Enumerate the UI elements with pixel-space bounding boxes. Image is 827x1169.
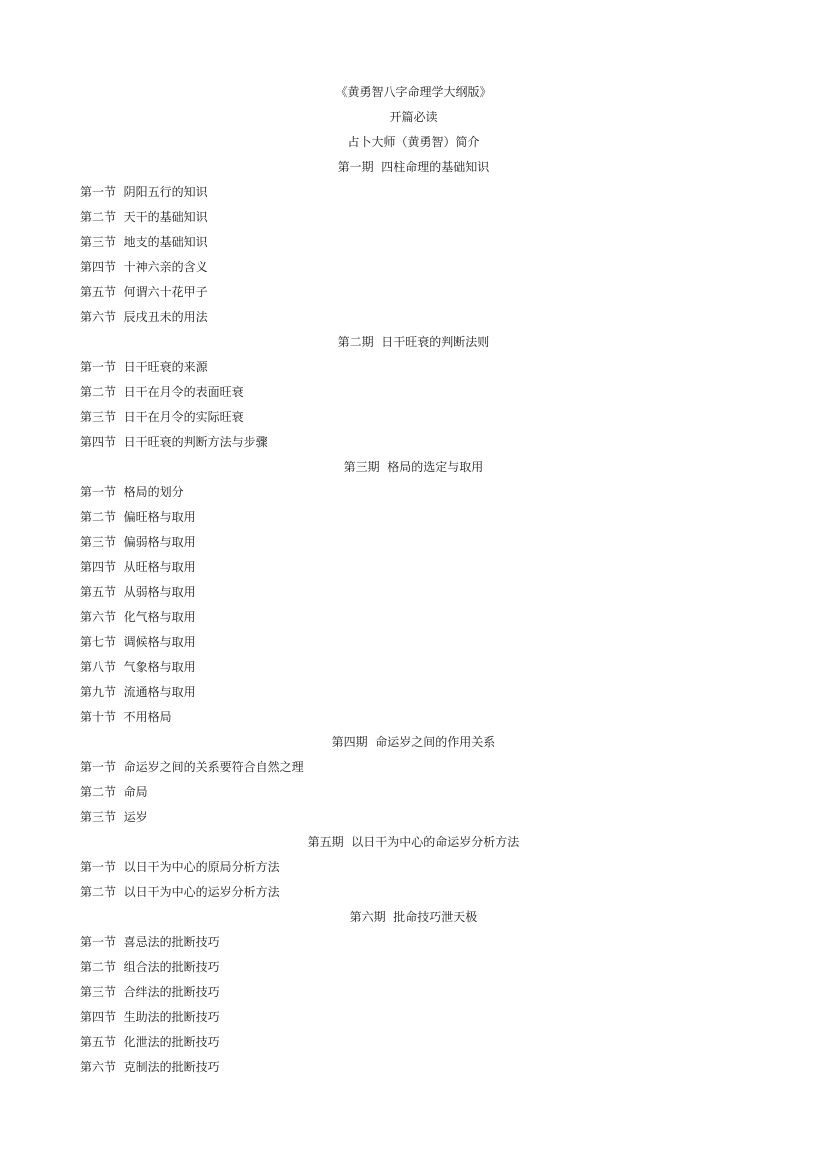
- toc-entry: 第一节 喜忌法的批断技巧: [80, 935, 220, 949]
- toc-entry: 第八节 气象格与取用: [80, 660, 196, 674]
- toc-entry: 第二节 偏旺格与取用: [80, 510, 196, 524]
- toc-entry: 第一节 以日干为中心的原局分析方法: [80, 860, 280, 874]
- section-heading: 开篇必读: [389, 110, 438, 124]
- toc-entry: 第三节 合绊法的批断技巧: [80, 985, 220, 999]
- section-heading: 第三期 格局的选定与取用: [343, 460, 484, 474]
- toc-entry: 第一节 命运岁之间的关系要符合自然之理: [80, 760, 304, 774]
- toc-entry: 第三节 日干在月令的实际旺衰: [80, 410, 244, 424]
- toc-entry: 第三节 运岁: [80, 810, 148, 824]
- document-body: [0, 80, 827, 1080]
- toc-entry: 第六节 化气格与取用: [80, 610, 196, 624]
- toc-entry: 第一节 日干旺衰的来源: [80, 360, 208, 374]
- toc-entry: 第七节 调候格与取用: [80, 635, 196, 649]
- section-heading: 第二期 日干旺衰的判断法则: [337, 335, 490, 349]
- toc-entry: 第六节 辰戌丑未的用法: [80, 310, 208, 324]
- toc-entry: 第三节 偏弱格与取用: [80, 535, 196, 549]
- toc-entry: 第九节 流通格与取用: [80, 685, 196, 699]
- toc-entry: 第五节 化泄法的批断技巧: [80, 1035, 220, 1049]
- section-heading: 第五期 以日干为中心的命运岁分析方法: [307, 835, 520, 849]
- toc-entry: 第二节 命局: [80, 785, 148, 799]
- toc-entry: 第四节 从旺格与取用: [80, 560, 196, 574]
- toc-entry: 第一节 格局的划分: [80, 485, 184, 499]
- toc-entry: 第三节 地支的基础知识: [80, 235, 208, 249]
- toc-entry: 第一节 阴阳五行的知识: [80, 185, 208, 199]
- toc-entry: 第四节 生助法的批断技巧: [80, 1010, 220, 1024]
- toc-entry: 第二节 以日干为中心的运岁分析方法: [80, 885, 280, 899]
- toc-entry: 第六节 克制法的批断技巧: [80, 1060, 220, 1074]
- toc-entry: 第四节 日干旺衰的判断方法与步骤: [80, 435, 268, 449]
- toc-entry: 第二节 组合法的批断技巧: [80, 960, 220, 974]
- section-heading: 第一期 四柱命理的基础知识: [337, 160, 490, 174]
- section-heading: 第四期 命运岁之间的作用关系: [331, 735, 496, 749]
- toc-entry: 第五节 从弱格与取用: [80, 585, 196, 599]
- toc-entry: 第二节 日干在月令的表面旺衰: [80, 385, 244, 399]
- toc-entry: 第十节 不用格局: [80, 710, 172, 724]
- toc-entry: 第四节 十神六亲的含义: [80, 260, 208, 274]
- toc-entry: 第二节 天干的基础知识: [80, 210, 208, 224]
- section-heading: 第六期 批命技巧泄天极: [349, 910, 478, 924]
- toc-entry: 第五节 何谓六十花甲子: [80, 285, 208, 299]
- section-heading: 占卜大师（黄勇智）简介: [347, 135, 480, 149]
- section-heading: 《黄勇智八字命理学大纲版》: [335, 85, 492, 99]
